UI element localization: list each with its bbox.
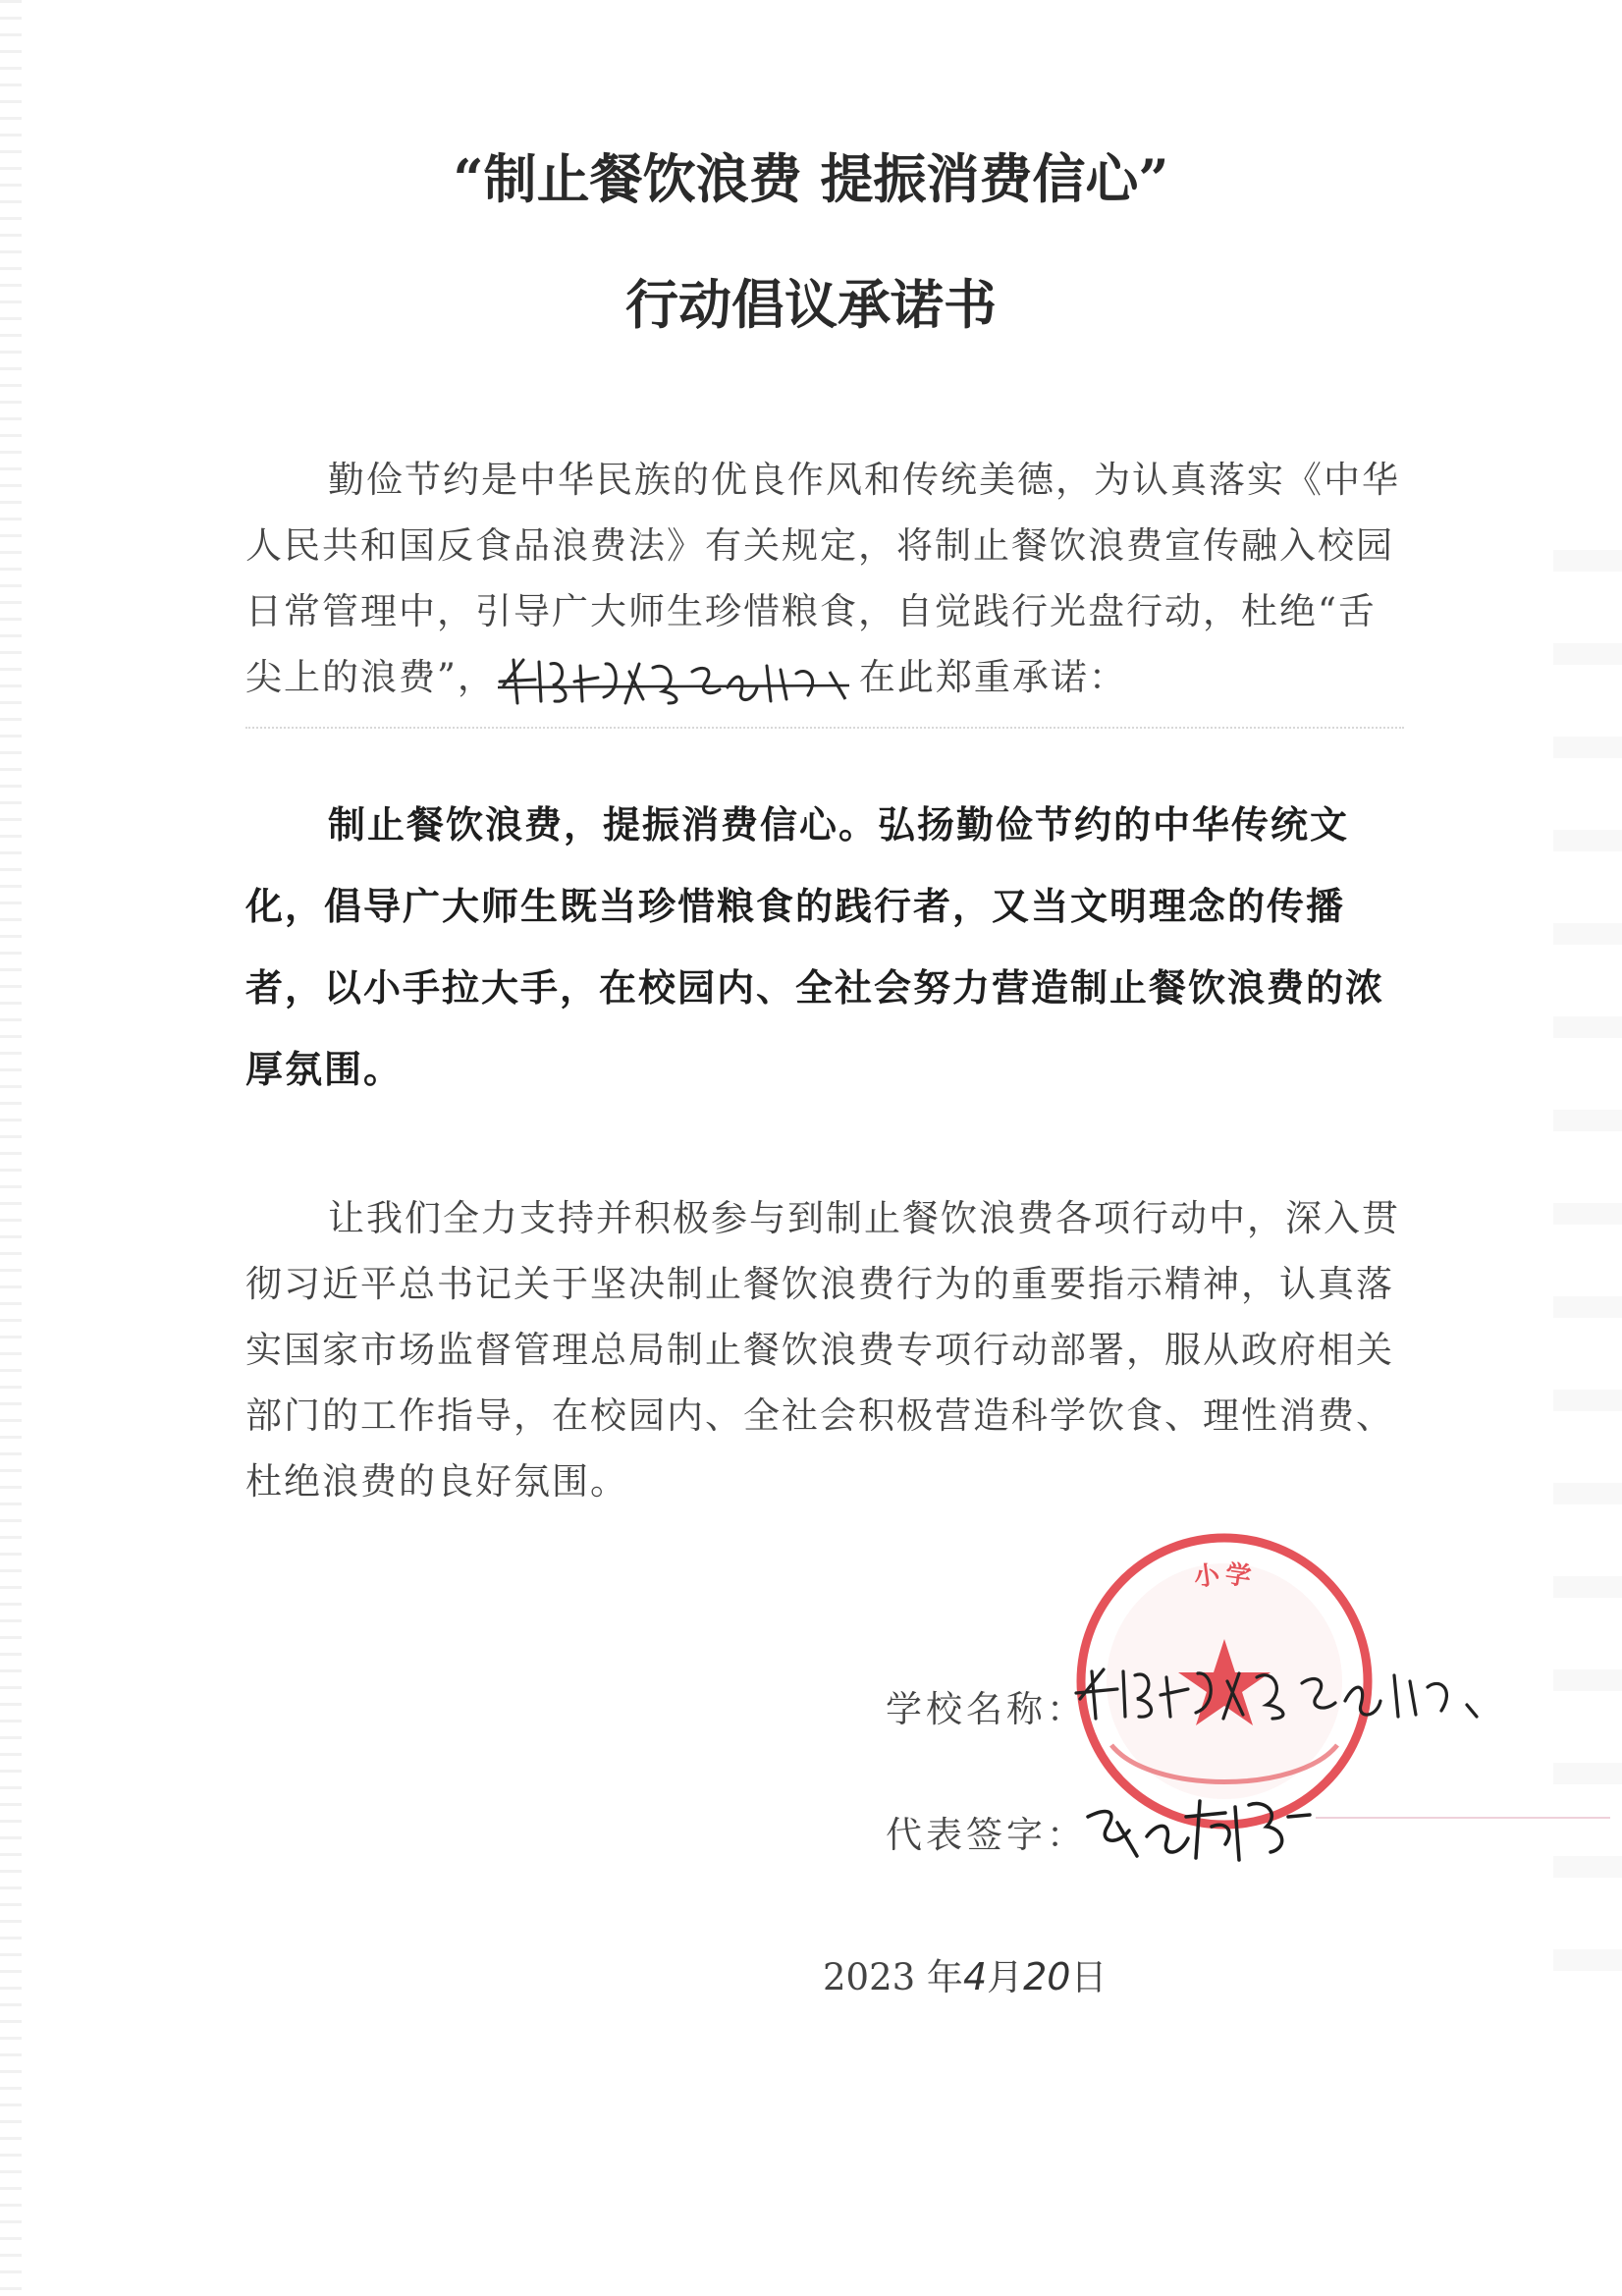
scan-edge-right xyxy=(1553,550,1622,2023)
school-name-handwritten xyxy=(1070,1660,1492,1728)
date-month-char: 月 xyxy=(987,1956,1024,1998)
date-day-char: 日 xyxy=(1070,1956,1108,1998)
school-name-label: 学校名称： xyxy=(886,1688,1087,1730)
document-title-line2: 行动倡议承诺书 xyxy=(625,273,997,336)
paragraph-intro-tail: 在此郑重承诺： xyxy=(858,656,1127,698)
representative-label: 代表签字： xyxy=(886,1814,1087,1856)
paragraph-intro xyxy=(245,447,1404,710)
divider xyxy=(245,727,1404,729)
handwritten-school-signature xyxy=(496,652,859,709)
scan-edge-left xyxy=(0,0,22,2296)
seal-text: 小学 xyxy=(1192,1559,1257,1593)
date-year: 2023 年 xyxy=(823,1956,963,1998)
paragraph-intro-text: 勤俭节约是中华民族的优良作风和传统美德，为认真落实《中华人民共和国反食品浪费法》有关规定，将制止餐饮浪费宣传融入校园日常管理中，引导广大师生珍惜粮食，自觉践行光盘行动，杜绝“舌尖上的浪费”， xyxy=(245,459,1400,698)
date-day-handwritten: 20 xyxy=(1023,1955,1071,1998)
representative-signature xyxy=(1078,1787,1324,1866)
school-signature-scribble xyxy=(496,652,859,709)
document-date xyxy=(823,1947,1107,2000)
paragraph-commitment: 制止餐饮浪费，提振消费信心。弘扬勤俭节约的中华传统文化，倡导广大师生既当珍惜粮食的践行者，又当文明理念的传播者，以小手拉大手，在校园内、全社会努力营造制止餐饮浪费的浓厚氛围。 xyxy=(245,802,1385,1091)
date-month-handwritten: 4 xyxy=(962,1955,988,1998)
paragraph-call-to-action: 让我们全力支持并积极参与到制止餐饮浪费各项行动中，深入贯彻习近平总书记关于坚决制止餐饮浪费行为的重要指示精神，认真落实国家市场监督管理总局制止餐饮浪费专项行动部署，服从政府相关部门的工作指导，在校园内、全社会积极营造科学饮食、理性消费、杜绝浪费的良好氛围。 xyxy=(245,1197,1400,1503)
document-title-line1: “制止餐饮浪费 提振消费信心” xyxy=(453,147,1169,210)
pink-scan-line xyxy=(1316,1817,1610,1819)
